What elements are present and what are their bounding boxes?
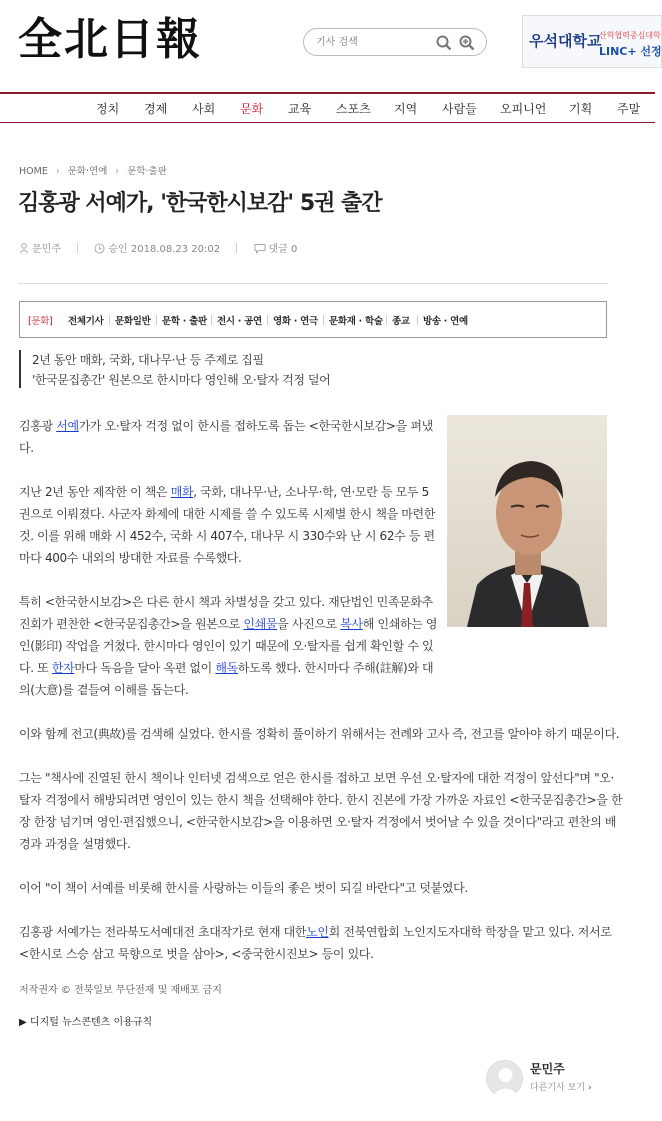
subnav-item-general[interactable]: 문화일반 — [115, 316, 151, 327]
meta-divider — [77, 243, 78, 253]
text: <한시로 스승 삼고 묵향으로 벗을 삼아>, <중국한시진보> 등이 있다. — [19, 947, 374, 961]
nav-item-opinion[interactable]: 오피니언 — [500, 102, 547, 116]
text: 을 사진으로 — [277, 617, 341, 631]
comment-icon — [254, 243, 266, 254]
keyword-link[interactable]: 노인 — [306, 925, 329, 939]
approved-time: 승인 2018.08.23 20:02 — [108, 244, 221, 255]
text: 가가 오·탈자 걱정 없이 한시를 접하도록 돕는 <한국한시보감>을 펴냈 — [78, 419, 433, 433]
search-input[interactable] — [316, 33, 426, 51]
subnav-item-all[interactable]: 전체기사 — [68, 316, 104, 327]
subnav-item-heritage[interactable]: 문화재 · 학술 — [329, 316, 383, 327]
breadcrumb-level2[interactable]: 문학·출판 — [127, 166, 167, 177]
banner-title: 우석대학교 — [529, 32, 602, 50]
article-title: 김홍광 서예가, '한국한시보감' 5권 출간 — [18, 191, 382, 216]
site-logo[interactable]: 全北日報 — [18, 14, 202, 65]
banner-tag: LINC+ 선정 — [599, 45, 662, 58]
text: 하도록 했다. 한시마다 주해(註解)와 대 — [237, 661, 434, 675]
subnav-divider — [386, 315, 387, 325]
article-paragraph — [19, 415, 431, 459]
article-paragraph — [19, 767, 623, 855]
article-paragraph — [19, 481, 436, 569]
nav-item-education[interactable]: 교육 — [288, 102, 312, 116]
subnav-divider — [323, 315, 324, 325]
breadcrumb-home[interactable]: HOME — [19, 166, 48, 177]
text: 김홍광 — [19, 419, 57, 433]
subnav-item-film[interactable]: 영화 · 연극 — [273, 316, 318, 327]
breadcrumb — [19, 163, 167, 177]
article-meta — [19, 240, 297, 255]
text: 마다 400수 내외의 방대한 자료를 수록했다. — [19, 551, 242, 565]
nav-item-culture[interactable]: 문화 — [240, 102, 264, 116]
text: 해 인쇄하는 영 — [362, 617, 438, 631]
nav-item-politics[interactable]: 정치 — [96, 102, 120, 116]
subnav-item-religion[interactable]: 종교 — [392, 316, 410, 327]
breadcrumb-level1[interactable]: 문화·연예 — [67, 166, 108, 177]
keyword-link[interactable]: 복사 — [340, 617, 363, 631]
subnav-section-label: [문화] — [28, 316, 53, 327]
keyword-link[interactable]: 서예 — [56, 419, 79, 433]
text: 권으로 이뤄졌다. 사군자 화제에 대한 시제를 쓸 수 있도록 시제별 한시 책을 마련한 — [19, 507, 436, 521]
user-icon — [19, 243, 29, 254]
text: 의(大意)를 곁들여 이해를 돕는다. — [19, 683, 189, 697]
article-paragraph — [19, 591, 438, 701]
nav-item-society[interactable]: 사회 — [192, 102, 216, 116]
text: 이어 "이 책이 서예를 비롯해 한시를 사랑하는 이들의 좋은 벗이 되길 바란다"고 덧붙였다. — [19, 881, 468, 895]
nav-item-weekend[interactable]: 주말 — [617, 102, 641, 116]
user-silhouette-icon — [487, 1061, 524, 1098]
article-paragraph — [19, 723, 620, 745]
text: 그는 "책사에 진열된 한시 책이나 인터넷 검색으로 얻은 한시를 접하고 보면 우선 오·탈자에 대한 걱정이 앞선다"며 "오· — [19, 771, 615, 785]
author-box — [486, 1058, 616, 1102]
text: 이와 함께 전고(典故)를 검색해 실었다. 한시를 정확히 풀이하기 위해서는 전례와 고사 즉, 전고를 알아야 하기 때문이다. — [19, 727, 620, 741]
text: 인(影印) 작업을 거쳤다. 한시마다 영인이 있기 때문에 오·탈자를 쉽게 확인할 수 있 — [19, 639, 434, 653]
content-rules-link[interactable]: ▶ 디지털 뉴스콘텐츠 이용규칙 — [19, 1017, 153, 1028]
copyright-notice: 저작권자 © 전북일보 무단전재 및 재배포 금지 — [19, 985, 222, 996]
nav-item-sports[interactable]: 스포츠 — [336, 102, 371, 116]
more-articles-label: 다른기사 보기 — [530, 1083, 586, 1093]
article-summary — [19, 350, 419, 388]
nav-item-people[interactable]: 사람들 — [442, 102, 477, 116]
subnav-divider — [211, 315, 212, 325]
text: 것. 이를 위해 매화 시 452수, 국화 시 407수, 대나무 시 330수와 난 시 62수 등 편 — [19, 529, 435, 543]
search-icon[interactable] — [436, 35, 452, 51]
text: 장 한장 넘기며 영인·편집했으니, <한국한시보감>을 이용하면 오·탈자 걱정에서 벗어날 수 있을 것이다"라고 편찬의 배 — [19, 815, 617, 829]
subnav-item-exhibition[interactable]: 전시 · 공연 — [217, 316, 262, 327]
avatar[interactable] — [486, 1060, 523, 1097]
text: 경과 과정을 설명했다. — [19, 837, 131, 851]
portrait-image — [447, 415, 607, 627]
search-box — [303, 28, 487, 56]
text: 마다 독음을 달아 옥편 없이 — [74, 661, 216, 675]
detail-search-icon[interactable] — [459, 35, 475, 51]
author-box-name[interactable]: 문민주 — [530, 1062, 565, 1076]
caret-right-icon: › — [588, 1083, 592, 1093]
keyword-link[interactable]: 한자 — [51, 661, 75, 675]
chevron-right-icon: › — [55, 166, 60, 177]
site-header — [0, 0, 662, 92]
subnav-divider — [417, 315, 418, 325]
clock-icon — [94, 243, 105, 254]
text: 김홍광 서예가는 전라북도서예대전 초대작가로 현재 대한 — [19, 925, 307, 939]
keyword-link[interactable]: 해독 — [215, 661, 238, 675]
divider — [18, 283, 608, 284]
text: 회 전북연합회 노인지도자대학 학장을 맡고 있다. 저서로 — [328, 925, 612, 939]
article-photo[interactable] — [447, 415, 607, 627]
main-nav — [0, 92, 655, 123]
article-paragraph — [19, 877, 609, 899]
comment-count[interactable]: 댓글 0 — [268, 244, 298, 255]
subnav-divider — [156, 315, 157, 325]
nav-item-feature[interactable]: 기획 — [569, 102, 593, 116]
subnav-item-literature[interactable]: 문학 · 출판 — [162, 316, 207, 327]
text: , 국화, 대나무·난, 소나무·학, 연·모란 등 모두 5 — [193, 485, 429, 499]
text: 특히 <한국한시보감>은 다른 한시 책과 차별성을 갖고 있다. 재단법인 민족문화추 — [19, 595, 433, 609]
text: 다. 또 — [19, 661, 52, 675]
keyword-link[interactable]: 매화 — [170, 485, 194, 499]
chevron-right-icon: › — [115, 166, 120, 177]
summary-line: '한국문집총간' 원본으로 한시마다 영인해 오·탈자 걱정 덜어 — [32, 373, 331, 387]
keyword-link[interactable]: 인쇄물 — [243, 617, 278, 631]
author-name[interactable]: 문민주 — [32, 244, 61, 255]
section-subnav — [19, 301, 607, 338]
more-articles-link[interactable] — [530, 1080, 592, 1093]
meta-divider — [236, 243, 237, 253]
banner-subtitle: 산학협력중심대학 — [599, 31, 661, 40]
text: 지난 2년 동안 제작한 이 책은 — [19, 485, 171, 499]
subnav-item-broadcast[interactable]: 방송 · 연예 — [423, 316, 468, 327]
nav-item-economy[interactable]: 경제 — [144, 102, 168, 116]
subnav-divider — [267, 315, 268, 325]
summary-line: 2년 동안 매화, 국화, 대나무·난 등 주제로 집필 — [32, 353, 264, 367]
text: 탈자 걱정에서 해방되려면 영인이 있는 한시 책을 선택해야 한다. 한시 진본에 가장 가까운 자료인 <한국문집총간>을 한 — [19, 793, 623, 807]
text: 진회가 편찬한 <한국문집총간>을 원본으로 — [19, 617, 244, 631]
ad-banner[interactable] — [522, 15, 662, 68]
text: 다. — [19, 441, 34, 455]
article-paragraph — [19, 921, 612, 965]
nav-item-region[interactable]: 지역 — [394, 102, 418, 116]
subnav-divider — [109, 315, 110, 325]
